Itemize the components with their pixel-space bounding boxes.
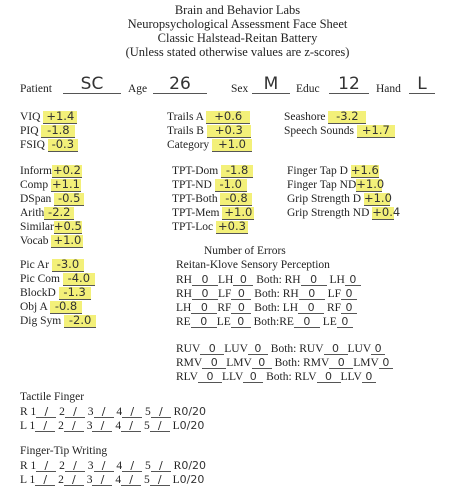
visual-row: RMV 0 LMV 0 Both: RMV 0 LMV 0: [176, 357, 393, 370]
age-value: 26: [153, 76, 207, 94]
comp-row: Comp +1.1: [20, 177, 80, 191]
blockd-value: -1.3: [59, 287, 91, 300]
sensory-row: RH 0 LH 0 Both: RH 0 LH 0: [176, 274, 361, 287]
dspan-row: DSpan -0.5: [20, 193, 84, 206]
comp-value: +1.1: [52, 177, 80, 191]
inform-row: Inform+0.2: [20, 163, 81, 177]
pic-com-value: -4.0: [63, 273, 95, 286]
dspan-value: -0.5: [54, 193, 84, 206]
tpt-mem-value: +1.0: [222, 207, 254, 220]
sensory-title: Reitan-Klove Sensory Perception: [176, 259, 330, 271]
tpt-loc-value: +0.3: [216, 221, 248, 234]
grip-nd-value: +0.4: [372, 205, 401, 219]
grip-d-value: +1.0: [363, 191, 392, 205]
tactile-finger-title: Tactile Finger: [20, 391, 85, 403]
similar-value: +0.5: [53, 219, 82, 233]
trails-b-value: +0.3: [207, 125, 251, 138]
score-note: (Unless stated otherwise values are z-scores): [125, 45, 350, 59]
educ-value: 12: [329, 76, 369, 94]
fingertip-row-right: R 1 ∕ 2 ∕ 3 ∕ 4 ∕ 5 ∕ R0/20: [20, 459, 207, 472]
dig-sym-row: Dig Sym -2.0: [20, 315, 96, 328]
pic-com-row: Pic Com -4.0: [20, 273, 95, 286]
arith-row: Arith -2.2: [20, 207, 74, 220]
fsiq-row: FSIQ -0.3: [20, 139, 78, 152]
grip-nd-row: Grip Strength ND +0.4: [287, 205, 401, 219]
speech-sounds-value: +1.7: [357, 125, 395, 138]
fingertip-row-left: L 1 ∕ 2 ∕ 3 ∕ 4 ∕ 5 ∕ L0/20: [20, 473, 205, 486]
category-value: +1.0: [212, 139, 252, 152]
fsiq-value: -0.3: [48, 139, 78, 152]
obj-a-value: -0.8: [50, 301, 82, 314]
dig-sym-value: -2.0: [64, 315, 96, 328]
sex-value: M: [252, 76, 290, 94]
tactile-left-total: 0/20: [179, 419, 205, 432]
tpt-both-row: TPT-Both -0.8: [172, 193, 252, 206]
obj-a-row: Obj A -0.8: [20, 301, 82, 314]
fingertip-left-total: 0/20: [179, 473, 205, 486]
viq-row: VIQ +1.4: [20, 111, 77, 124]
fingertip-writing-title: Finger-Tip Writing: [20, 445, 108, 457]
visual-row: RUV 0 LUV 0 Both: RUV 0 LUV 0: [176, 343, 385, 356]
trails-a-row: Trails A +0.6: [167, 111, 250, 124]
tpt-dom-value: -1.8: [221, 165, 253, 178]
finger-tap-nd-value: +1.0: [356, 177, 385, 191]
age-label: Age: [128, 83, 148, 95]
tpt-nd-row: TPT-ND -1.0: [172, 179, 247, 192]
sensory-row: RH 0 LF 0 Both: RH 0 LF 0: [176, 288, 357, 301]
tactile-right-total: 0/20: [181, 405, 207, 418]
piq-row: PIQ -1.8: [20, 125, 75, 138]
speech-sounds-row: Speech Sounds +1.7: [284, 125, 395, 138]
tpt-mem-row: TPT-Mem +1.0: [172, 207, 254, 220]
blockd-row: BlockD -1.3: [20, 287, 91, 300]
fingertip-right-total: 0/20: [181, 459, 207, 472]
patient-value: SC: [63, 76, 121, 94]
hand-value: L: [409, 76, 435, 94]
seashore-row: Seashore -3.2: [284, 111, 366, 124]
seashore-value: -3.2: [328, 111, 366, 124]
finger-tap-nd-row: Finger Tap ND+1.0: [287, 177, 385, 191]
sex-label: Sex: [231, 83, 249, 95]
visual-row: RLV 0 LLV 0 Both: RLV 0 LLV 0: [176, 371, 376, 384]
vocab-value: +1.0: [51, 235, 83, 248]
similar-row: Similar+0.5: [20, 219, 82, 233]
errors-title: Number of Errors: [204, 245, 286, 257]
finger-tap-d-row: Finger Tap D +1.6: [287, 163, 379, 177]
inform-value: +0.2: [52, 163, 81, 177]
viq-value: +1.4: [43, 111, 77, 124]
pic-ar-value: -3.0: [52, 259, 84, 272]
educ-label: Educ: [296, 83, 320, 95]
pic-ar-row: Pic Ar -3.0: [20, 259, 84, 272]
tpt-both-value: -0.8: [220, 193, 252, 206]
grip-d-row: Grip Strength D +1.0: [287, 191, 392, 205]
trails-b-row: Trails B +0.3: [167, 125, 251, 138]
sensory-row: RE 0 LE 0 Both:RE 0 LE 0: [176, 316, 353, 329]
battery-name: Classic Halstead-Reitan Battery: [157, 31, 318, 45]
tpt-dom-row: TPT-Dom -1.8: [172, 165, 253, 178]
arith-value: -2.2: [44, 207, 74, 220]
piq-value: -1.8: [41, 125, 75, 138]
form-title: Neuropsychological Assessment Face Sheet: [127, 17, 348, 31]
finger-tap-d-value: +1.6: [350, 163, 379, 177]
hand-label: Hand: [376, 83, 401, 95]
sensory-row: LH 0 RF 0 Both: LH 0 RF 0: [176, 302, 357, 315]
vocab-row: Vocab +1.0: [20, 235, 83, 248]
tpt-loc-row: TPT-Loc +0.3: [172, 221, 248, 234]
trails-a-value: +0.6: [206, 111, 250, 124]
category-row: Category +1.0: [167, 139, 252, 152]
tactile-row-left: L 1 ∕ 2 ∕ 3 ∕ 4 ∕ 5 ∕ L0/20: [20, 419, 205, 432]
patient-label: Patient: [20, 83, 52, 95]
lab-name: Brain and Behavior Labs: [174, 3, 301, 17]
tpt-nd-value: -1.0: [215, 179, 247, 192]
tactile-row-right: R 1 ∕ 2 ∕ 3 ∕ 4 ∕ 5 ∕ R0/20: [20, 405, 207, 418]
